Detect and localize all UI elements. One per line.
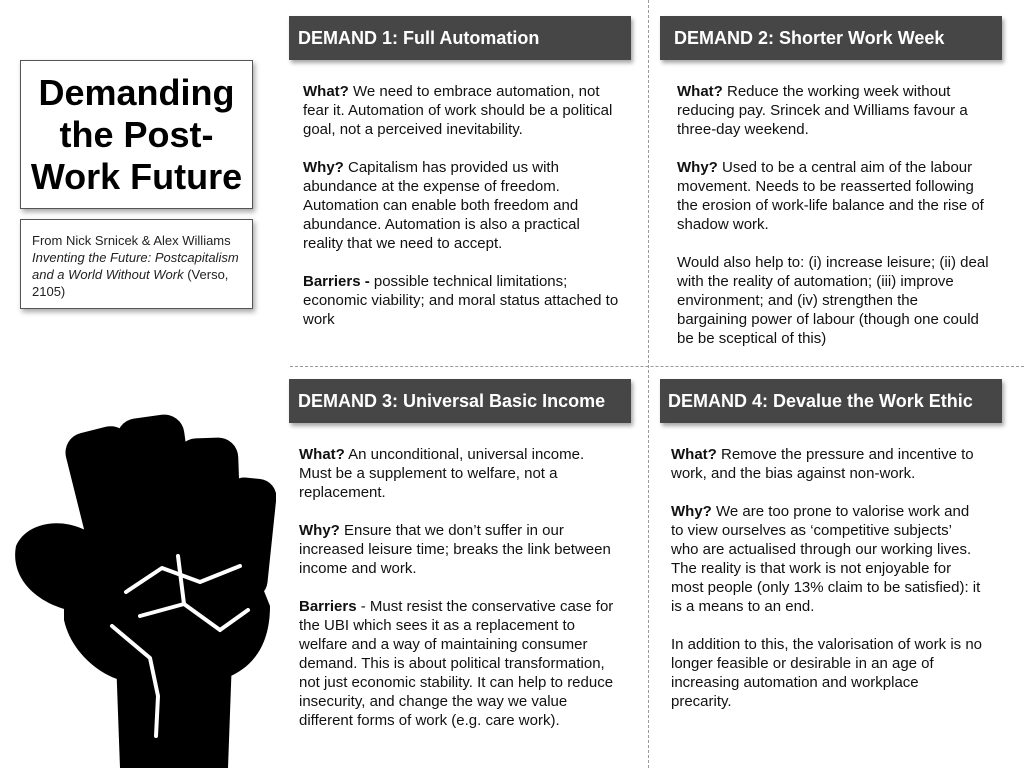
demand-4-body — [671, 445, 983, 730]
demand-3-header: DEMAND 3: Universal Basic Income — [289, 379, 631, 423]
demand-4-addition: In addition to this, the valorisation of work is no longer feasible or desirable in an age of increasing automation and workplace precarity. — [671, 636, 983, 710]
demand-1-why: Why? Capitalism has provided us with abundance at the expense of freedom. Automation can enable both freedom and abundance. Automation is also a practical reality that we need to accept. — [303, 159, 580, 252]
title-box — [20, 60, 253, 209]
page-title: Demanding the Post-Work Future — [30, 71, 243, 197]
source-book-title: Inventing the Future: Postcapitalism and a World Without Work — [32, 250, 239, 282]
demand-3-body — [299, 445, 619, 749]
demand-2-body — [677, 82, 992, 367]
demand-3-barriers: Barriers - Must resist the conservative case for the UBI which sees it as a replacement to welfare and a way of maintaining consumer demand. This is about political transformation, not just economic stability. It can help to reduce insecurity, and change the way we value different forms of work (e.g. care work). — [299, 598, 614, 729]
vertical-divider — [648, 0, 649, 768]
demand-2-why: Why? Used to be a central aim of the labour movement. Needs to be reasserted following the erosion of work-life balance and the rise of shadow work. — [677, 159, 984, 233]
demand-4-header: DEMAND 4: Devalue the Work Ethic — [660, 379, 1002, 423]
source-citation — [20, 219, 253, 309]
demand-4-what: What? Remove the pressure and incentive to work, and the bias against non-work. — [671, 446, 974, 482]
demand-4-why: Why? We are too prone to valorise work and to view ourselves as ‘competitive subjects’ who are actualised through our working lives. The reality is that work is not enjoyable for most people (only 13% claim to be satisfied): it is a means to an end. — [671, 503, 981, 615]
demand-3-what: What? An unconditional, universal income. Must be a supplement to welfare, not a replacement. — [299, 446, 585, 501]
source-suffix: (Verso, 2105) — [32, 267, 229, 299]
raised-fist-icon — [8, 396, 276, 768]
demand-1-barriers: Barriers - possible technical limitations; economic viability; and moral status attached to work — [303, 273, 619, 328]
demand-3-why: Why? Ensure that we don’t suffer in our increased leisure time; breaks the link between income and work. — [299, 522, 611, 577]
demand-1-header: DEMAND 1: Full Automation — [289, 16, 631, 60]
source-prefix: From Nick Srnicek & Alex Williams — [32, 233, 231, 248]
demand-2-what: What? Reduce the working week without reducing pay. Srincek and Williams favour a three-day weekend. — [677, 83, 968, 138]
demand-2-also: Would also help to: (i) increase leisure; (ii) deal with the reality of automation; (iii) improve environment; and (iv) strengthen the bargaining power of labour (though one could be be sceptical of this) — [677, 254, 989, 347]
demand-1-body — [303, 82, 623, 348]
demand-2-header: DEMAND 2: Shorter Work Week — [660, 16, 1002, 60]
demand-1-what: What? We need to embrace automation, not fear it. Automation of work should be a political goal, not a perceived inevitability. — [303, 83, 613, 138]
